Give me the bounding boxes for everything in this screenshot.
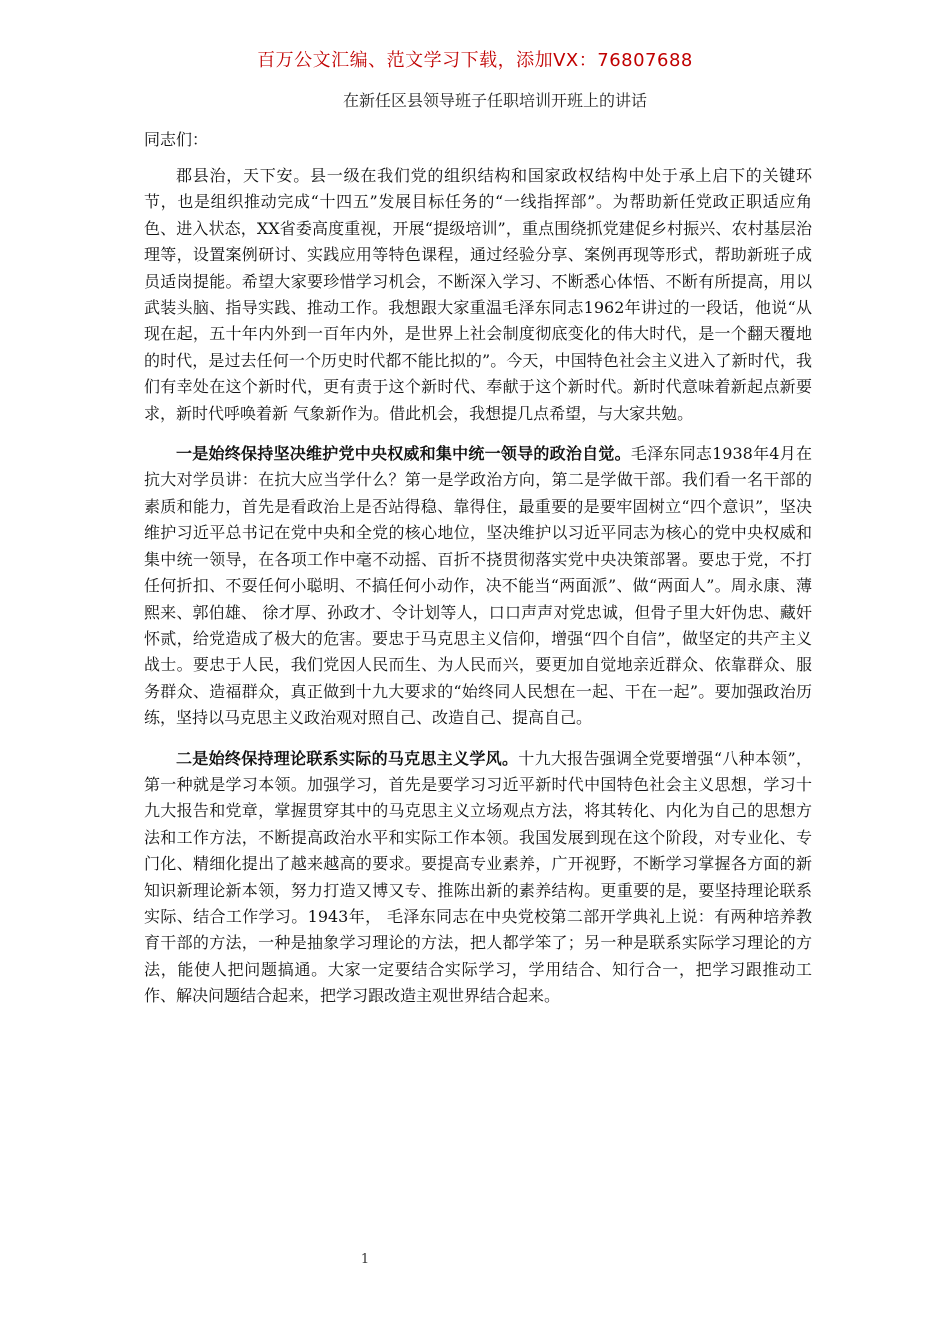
paragraph-1 bbox=[144, 163, 812, 427]
header-banner: 百万公文汇编、范文学习下载，添加VX：76807688 bbox=[257, 50, 693, 71]
paragraph-2 bbox=[144, 441, 812, 731]
paragraph-3 bbox=[144, 746, 812, 1010]
salutation: 同志们： bbox=[144, 130, 209, 149]
body-text bbox=[144, 163, 812, 1024]
paragraph-2-lead: 一是始终保持坚决维护党中央权威和集中统一领导的政治自觉。 bbox=[176, 444, 631, 464]
document-title: 在新任区县领导班子任职培训开班上的讲话 bbox=[342, 91, 647, 110]
paragraph-3-text: 十九大报告强调全党要增强“八种本领”，第一种就是学习本领。加强学习，首先是要学习习近平新时代中国特色社会主义思想，学习十九大报告和党章，掌握贯穿其中的马克思主义立场观点方法，将其转化、内化为自己的思想方法和工作方法，不断提高政治水平和实际工作本领。我国发展到现在这个阶段，对专业化、专门化、精细化提出了越来越高的要求。要提高专业素养，广开视野，不断学习掌握各方面的新知识新理论新本领，努力打造又博又专、推陈出新的素养结构。更重要的是，要坚持理论联系实际、结合工作学习。1943年， 毛泽东同志在中央党校第二部开学典礼上说：有两种培养教育干部的方法，一种是抽象学习理论的方法，把人都学笨了；另一种是联系实际学习理论的方法，能使人把问题搞通。大家一定要结合实际学习，学用结合、知行合一，把学习跟推动工作、解决问题结合起来，把学习跟改造主观世界结合起来。 bbox=[144, 748, 812, 1006]
paragraph-3-lead: 二是始终保持理论联系实际的马克思主义学风。 bbox=[176, 748, 519, 768]
paragraph-1-text: 郡县治，天下安。县一级在我们党的组织结构和国家政权结构中处于承上启下的关键环节，也是组织推动完成“十四五”发展目标任务的“一线指挥部”。为帮助新任党政正职适应角色、进入状态，XX省委高度重视，开展“提级培训”，重点围绕抓党建促乡村振兴、农村基层治理等，设置案例研讨、实践应用等特色课程，通过经验分享、案例再现等形式，帮助新班子成员适岗提能。希望大家要珍惜学习机会，不断深入学习、不断悉心体悟、不断有所提高，用以武装头脑、指导实践、推动工作。我想跟大家重温毛泽东同志1962年讲过的一段话，他说“从现在起，五十年内外到一百年内外，是世界上社会制度彻底变化的伟大时代，是一个翻天覆地的时代，是过去任何一个历史时代都不能比拟的”。今天，中国特色社会主义进入了新时代，我们有幸处在这个新时代，更有责于这个新时代、奉献于这个新时代。新时代意味着新起点新要求，新时代呼唤着新 气象新作为。借此机会，我想提几点希望，与大家共勉。 bbox=[144, 166, 812, 423]
page-number: 1 bbox=[360, 1252, 370, 1267]
paragraph-2-text: 毛泽东同志1938年4月在抗大对学员讲：在抗大应当学什么？第一是学政治方向，第二是学做干部。我们看一名干部的素质和能力，首先是看政治上是否站得稳、靠得住，最重要的是要牢固树立“四个意识”，坚决维护习近平总书记在党中央和全党的核心地位，坚决维护以习近平同志为核心的党中央权威和集中统一领导，在各项工作中毫不动摇、百折不挠贯彻落实党中央决策部署。要忠于党，不打任何折扣、不耍任何小聪明、不搞任何小动作，决不能当“两面派”、做“两面人”。周永康、薄熙来、郭伯雄、 徐才厚、孙政才、令计划等人，口口声声对党忠诚，但骨子里大奸伪忠、藏奸怀贰，给党造成了极大的危害。要忠于马克思主义信仰，增强“四个自信”，做坚定的共产主义战士。要忠于人民，我们党因人民而生、为人民而兴，要更加自觉地亲近群众、依靠群众、服务群众、造福群众，真正做到十九大要求的“始终同人民想在一起、干在一起”。要加强政治历练，坚持以马克思主义政治观对照自己、改造自己、提高自己。 bbox=[144, 444, 812, 728]
